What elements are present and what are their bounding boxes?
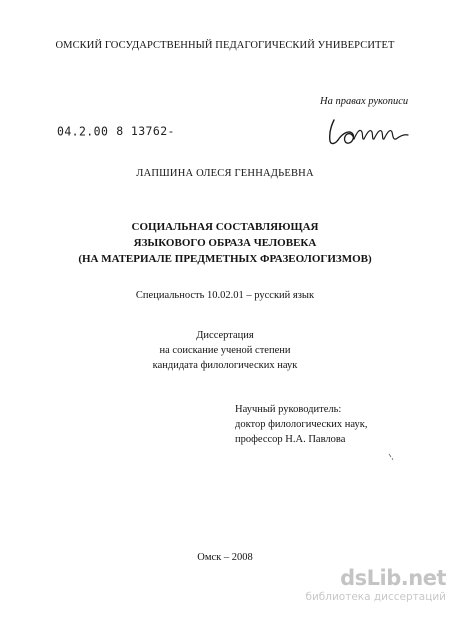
watermark-logo: dsLib.net [340, 566, 446, 590]
specialty-line: Специальность 10.02.01 – русский язык [135, 290, 315, 301]
watermark-subtitle: библиотека диссертаций [305, 591, 446, 603]
dissertation-title [0, 219, 450, 267]
university-name: ОМСКИЙ ГОСУДАРСТВЕННЫЙ ПЕДАГОГИЧЕСКИЙ УНИВЕРСИТЕТ [55, 40, 395, 51]
thesis-line-3: кандидата филологических наук [152, 360, 298, 371]
stamp-code: 04.2.00 [57, 123, 109, 139]
manuscript-rights-note: На правах рукописи [320, 96, 409, 107]
title-line-3: (НА МАТЕРИАЛЕ ПРЕДМЕТНЫХ ФРАЗЕОЛОГИЗМОВ) [78, 253, 372, 265]
archive-stamp [57, 124, 175, 138]
supervisor-block [235, 402, 368, 447]
dslib-watermark[interactable] [268, 566, 446, 604]
title-line-2: ЯЗЫКОВОГО ОБРАЗА ЧЕЛОВЕКА [133, 237, 317, 249]
title-line-1: СОЦИАЛЬНАЯ СОСТАВЛЯЮЩАЯ [131, 221, 319, 233]
thesis-line-2: на соискание ученой степени [159, 345, 291, 356]
place-and-year: Омск – 2008 [197, 552, 253, 563]
stamp-number: 8 13762 [116, 124, 168, 138]
supervisor-line-1: Научный руководитель: [235, 404, 342, 415]
scan-mark [388, 453, 394, 461]
thesis-line-1: Диссертация [196, 330, 254, 341]
stamp-dash: - [167, 124, 175, 138]
author-name: ЛАПШИНА ОЛЕСЯ ГЕННАДЬЕВНА [136, 168, 314, 179]
author-signature [322, 112, 422, 152]
supervisor-line-2: доктор филологических наук, [235, 419, 368, 430]
thesis-description [0, 328, 450, 373]
supervisor-line-3: профессор Н.А. Павлова [235, 434, 346, 445]
